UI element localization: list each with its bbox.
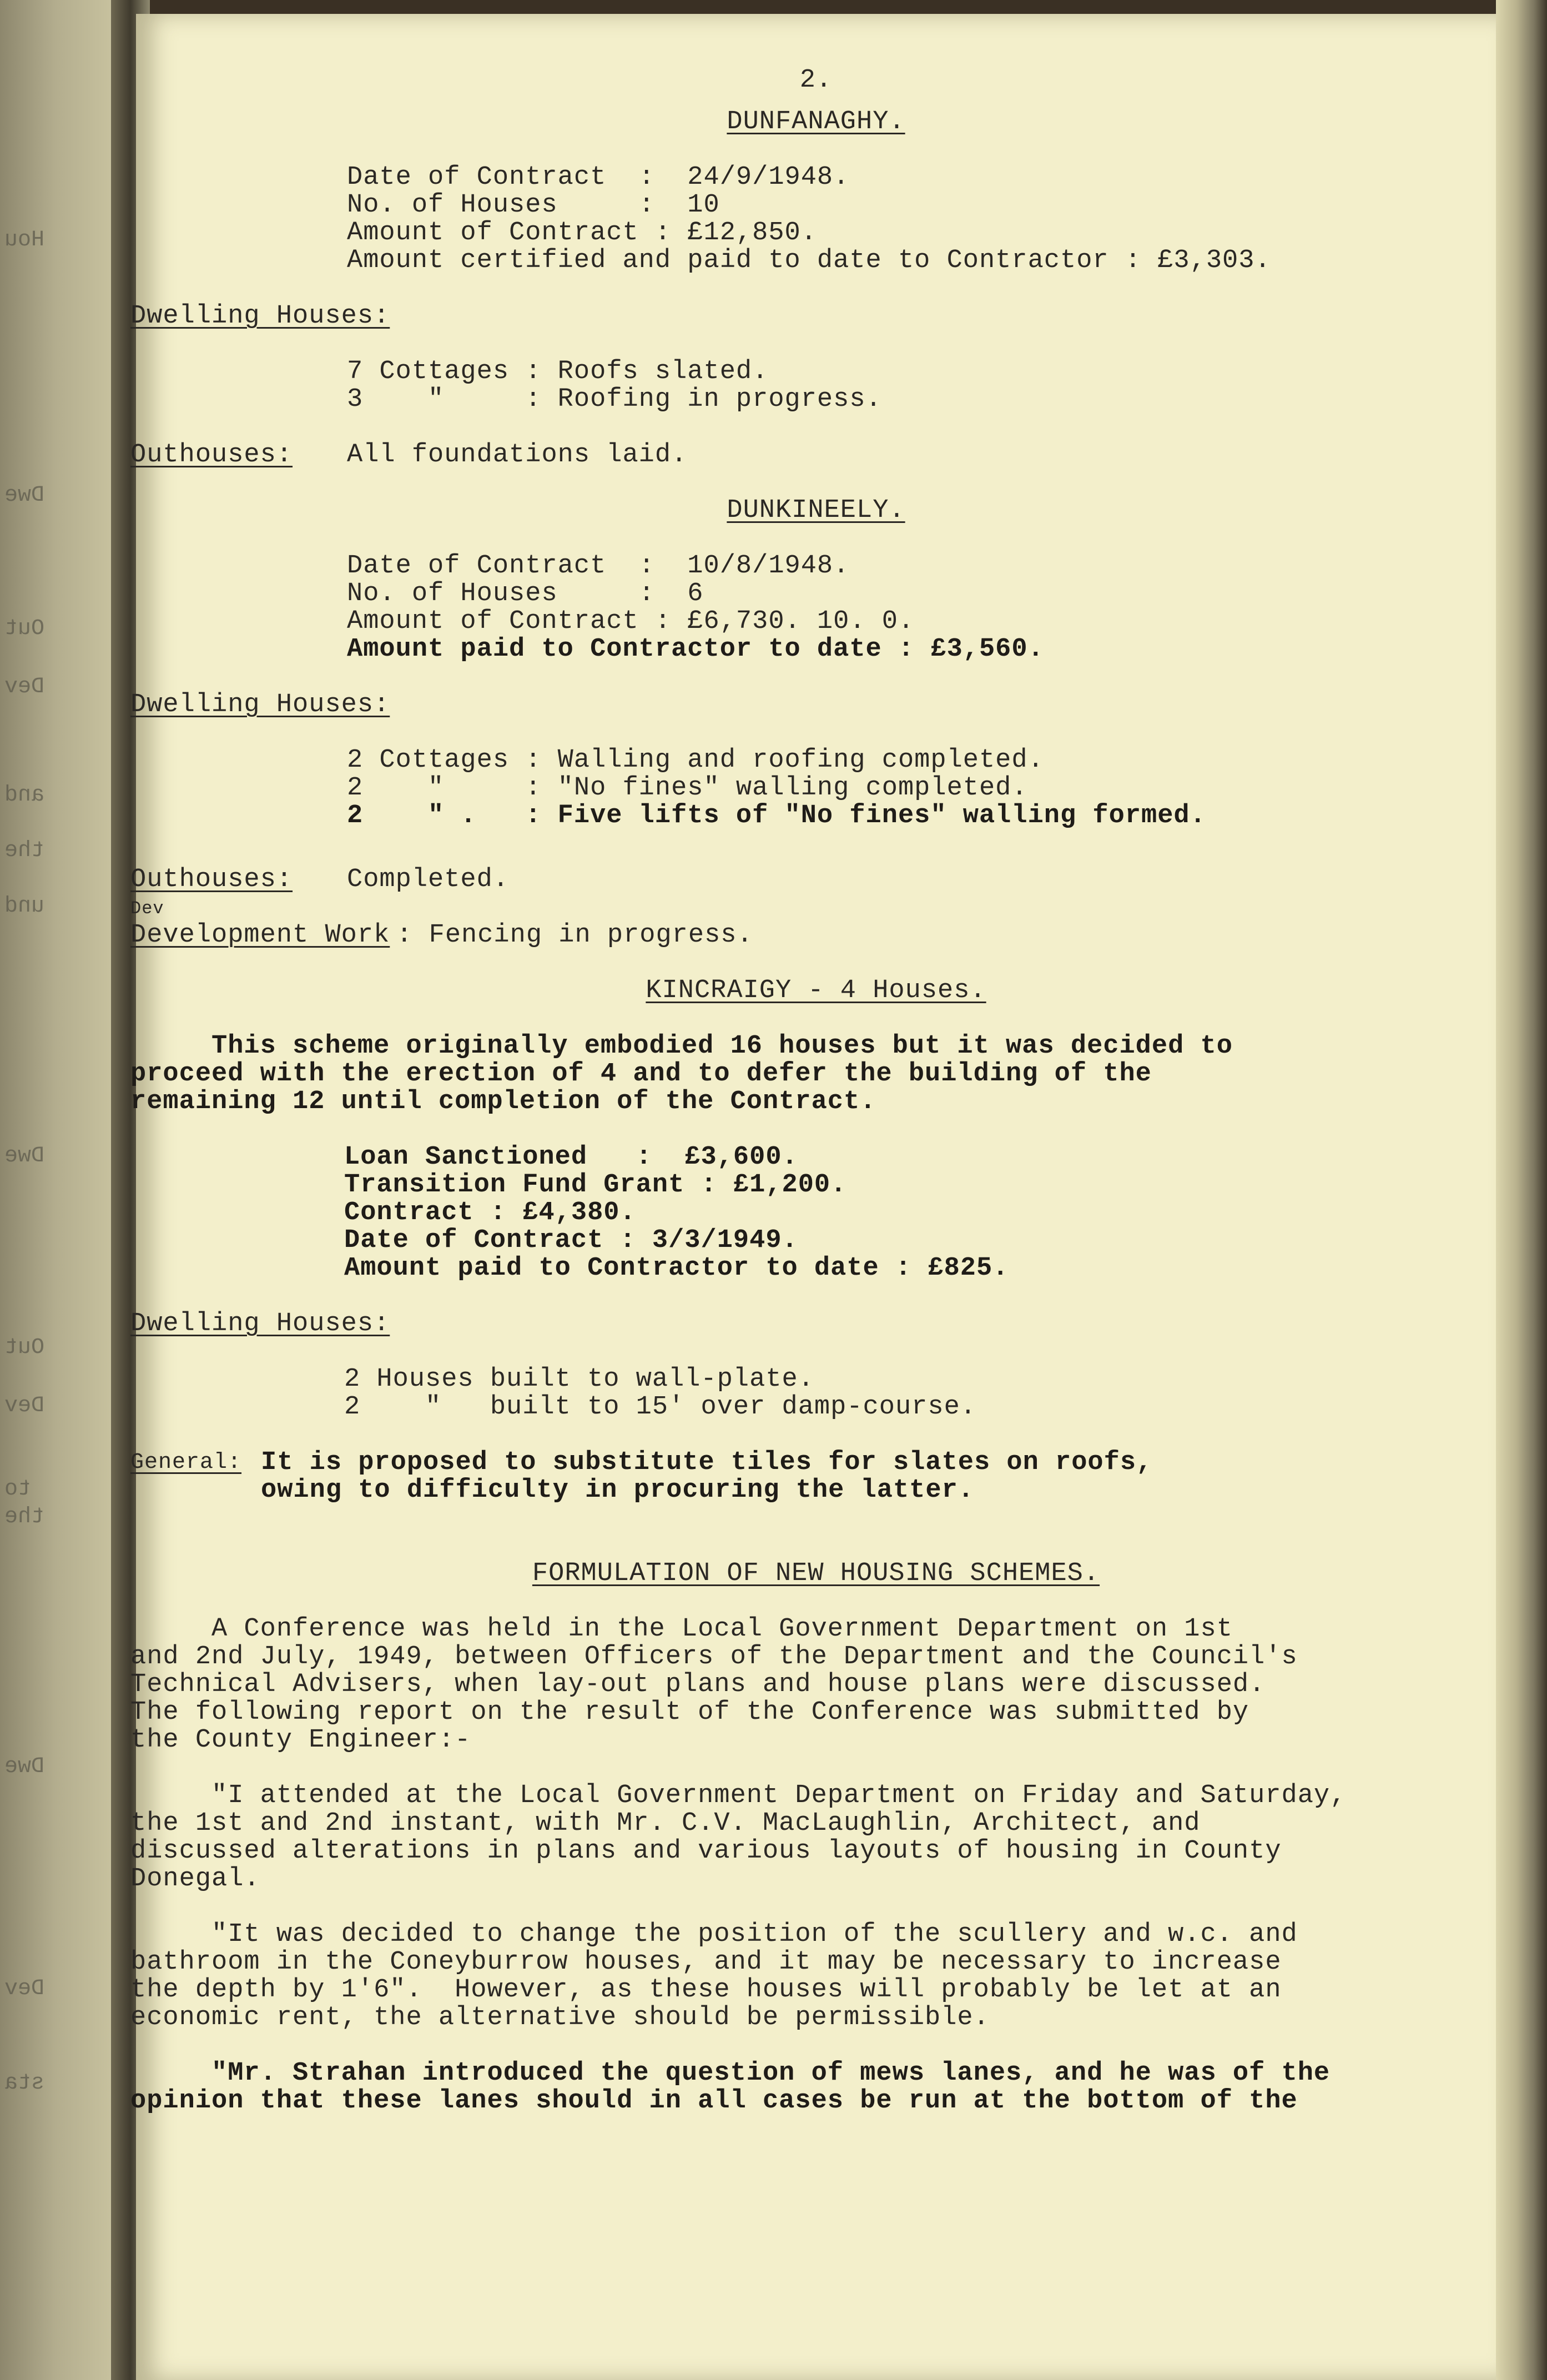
paragraph-line: "Mr. Strahan introduced the question of mews lanes, and he was of the: [130, 2059, 1331, 2088]
contract-date: Date of Contract : 3/3/1949.: [344, 1226, 798, 1255]
paragraph-line: Technical Advisers, when lay-out plans and house plans were discussed.: [130, 1670, 1266, 1699]
paragraph-line: "I attended at the Local Government Department on Friday and Saturday,: [130, 1781, 1347, 1810]
facing-page-fragment: Dwe: [4, 1754, 45, 1779]
page-number: 2.: [799, 66, 833, 95]
general-text: owing to difficulty in procuring the latter.: [261, 1476, 975, 1505]
page-edge: [1496, 0, 1547, 2380]
paragraph-line: opinion that these lanes should in all cases be run at the bottom of the: [130, 2086, 1298, 2116]
dwelling-line: 2 Cottages : Walling and roofing completed.: [347, 746, 1044, 775]
amount-paid: Amount paid to Contractor to date : £3,560.: [347, 635, 1044, 664]
paragraph-line: "It was decided to change the position of the scullery and w.c. and: [130, 1920, 1298, 1949]
facing-page-fragment: und: [4, 894, 45, 919]
facing-page-fragment: Dwe: [4, 483, 45, 508]
paragraph-line: the 1st and 2nd instant, with Mr. C.V. MacLaughlin, Architect, and: [130, 1809, 1201, 1838]
facing-page-fragment: Out: [4, 1335, 45, 1360]
contract-amount: Contract : £4,380.: [344, 1198, 636, 1227]
contract-date: Date of Contract : 24/9/1948.: [347, 163, 850, 192]
paragraph-line: remaining 12 until completion of the Contract.: [130, 1087, 876, 1116]
facing-page-fragment: sta: [4, 2071, 45, 2096]
facing-page-fragment: Dwe: [4, 1144, 45, 1169]
paragraph-line: the County Engineer:-: [130, 1725, 471, 1755]
outhouses-text: Completed.: [347, 865, 510, 894]
dwelling-houses-label: Dwelling Houses:: [130, 1309, 390, 1339]
paragraph-line: This scheme originally embodied 16 houses but it was decided to: [130, 1031, 1233, 1061]
general-text: It is proposed to substitute tiles for slates on roofs,: [261, 1448, 1153, 1477]
contract-amount: Amount of Contract : £6,730. 10. 0.: [347, 607, 915, 636]
section-title-dunfanaghy: DUNFANAGHY.: [727, 107, 905, 137]
development-work-text: : Fencing in progress.: [380, 920, 753, 950]
outhouses-label: Outhouses:: [130, 440, 293, 470]
facing-page-fragment: and: [4, 783, 45, 808]
section-title-formulation: FORMULATION OF NEW HOUSING SCHEMES.: [532, 1559, 1100, 1588]
facing-page-fragment: Hou: [4, 228, 45, 253]
loan-sanctioned: Loan Sanctioned : £3,600.: [344, 1143, 798, 1172]
dwelling-line: 2 Houses built to wall-plate.: [344, 1365, 814, 1394]
facing-page-fragment: Out: [4, 616, 45, 641]
paragraph-line: The following report on the result of the Conference was submitted by: [130, 1698, 1249, 1727]
section-title-kincraigy: KINCRAIGY - 4 Houses.: [646, 976, 986, 1005]
paragraph-line: proceed with the erection of 4 and to defer the building of the: [130, 1059, 1152, 1089]
house-count: No. of Houses : 10: [347, 190, 720, 220]
paragraph-line: and 2nd July, 1949, between Officers of the Department and the Council's: [130, 1642, 1298, 1672]
dwelling-line: 2 " : "No fines" walling completed.: [347, 773, 1028, 803]
amount-paid: Amount paid to Contractor to date : £825.: [344, 1254, 1009, 1283]
paragraph-line: Donegal.: [130, 1864, 260, 1894]
development-work-label: Development Work: [130, 920, 390, 950]
dwelling-line: 2 " built to 15' over damp-course.: [344, 1392, 976, 1422]
scan-top-border: [0, 0, 1547, 14]
contract-date: Date of Contract : 10/8/1948.: [347, 551, 850, 581]
facing-page-fragment: Dev: [4, 1393, 45, 1418]
dwelling-houses-label: Dwelling Houses:: [130, 690, 390, 719]
paragraph-line: economic rent, the alternative should be permissible.: [130, 2003, 990, 2032]
facing-page-fragment: to: [4, 1477, 32, 1502]
general-label: General:: [130, 1450, 242, 1475]
transition-fund-grant: Transition Fund Grant : £1,200.: [344, 1170, 847, 1200]
section-title-dunkineely: DUNKINEELY.: [727, 496, 905, 525]
facing-page-fragment: Dev: [4, 675, 45, 700]
dwelling-line: 7 Cottages : Roofs slated.: [347, 357, 769, 386]
dwelling-line: 2 " . : Five lifts of "No fines" walling formed.: [347, 801, 1206, 831]
margin-note: Dev: [130, 898, 164, 919]
facing-page-fragment: Dev: [4, 1976, 45, 2001]
paragraph-line: bathroom in the Coneyburrow houses, and it may be necessary to increase: [130, 1948, 1282, 1977]
paragraph-line: the depth by 1'6". However, as these houses will probably be let at an: [130, 1975, 1282, 2005]
house-count: No. of Houses : 6: [347, 579, 704, 608]
facing-page-fragment: the: [4, 838, 45, 863]
dwelling-line: 3 " : Roofing in progress.: [347, 385, 882, 414]
outhouses-label: Outhouses:: [130, 865, 293, 894]
contract-amount: Amount of Contract : £12,850.: [347, 218, 817, 248]
paragraph-line: A Conference was held in the Local Government Department on 1st: [130, 1614, 1233, 1644]
dwelling-houses-label: Dwelling Houses:: [130, 301, 390, 331]
paragraph-line: discussed alterations in plans and various layouts of housing in County: [130, 1836, 1282, 1866]
facing-page-fragment: the: [4, 1505, 45, 1529]
amount-certified: Amount certified and paid to date to Contractor : £3,303.: [347, 246, 1271, 275]
document-page: [130, 14, 1496, 2380]
outhouses-text: All foundations laid.: [347, 440, 688, 470]
